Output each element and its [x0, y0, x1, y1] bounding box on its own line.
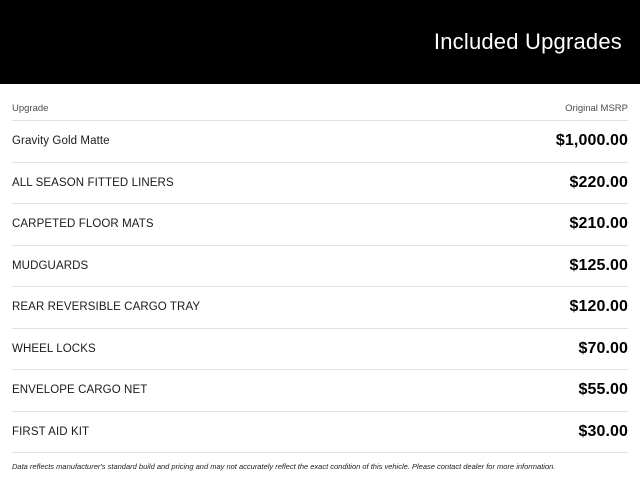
upgrade-price: $220.00: [569, 173, 628, 191]
upgrade-name: ALL SEASON FITTED LINERS: [12, 176, 174, 189]
table-row: [12, 246, 628, 288]
table-row: [12, 412, 628, 454]
page-content: [0, 84, 640, 480]
upgrade-price: $30.00: [578, 422, 628, 440]
upgrade-name: Gravity Gold Matte: [12, 135, 110, 148]
table-row: [12, 287, 628, 329]
upgrade-name: MUDGUARDS: [12, 259, 89, 272]
table-row: [12, 120, 628, 163]
upgrade-name: FIRST AID KIT: [12, 425, 90, 438]
table-row: [12, 204, 628, 246]
upgrades-table: [12, 120, 628, 453]
page-title: Included Upgrades: [433, 29, 622, 54]
upgrade-price: $1,000.00: [555, 132, 628, 150]
upgrade-price: $125.00: [569, 256, 628, 274]
upgrade-price: $120.00: [569, 298, 628, 316]
upgrade-price: $210.00: [569, 215, 628, 233]
column-header-msrp: Original MSRP: [565, 103, 628, 114]
upgrade-name: ENVELOPE CARGO NET: [12, 384, 148, 397]
upgrade-price: $70.00: [578, 339, 628, 357]
table-row: [12, 370, 628, 412]
column-header-upgrade: Upgrade: [12, 103, 49, 114]
table-row: [12, 163, 628, 205]
upgrade-price: $55.00: [578, 381, 628, 399]
upgrade-name: WHEEL LOCKS: [12, 342, 96, 355]
table-column-headers: [12, 84, 628, 120]
table-row: [12, 329, 628, 371]
disclaimer-text: Data reflects manufacturer's standard build and pricing and may not accurately reflect the exact condition of this vehicle. Please contact dealer for more information.: [12, 462, 556, 471]
upgrade-name: REAR REVERSIBLE CARGO TRAY: [12, 301, 201, 314]
upgrade-name: CARPETED FLOOR MATS: [12, 218, 154, 231]
page-header: [0, 0, 640, 84]
